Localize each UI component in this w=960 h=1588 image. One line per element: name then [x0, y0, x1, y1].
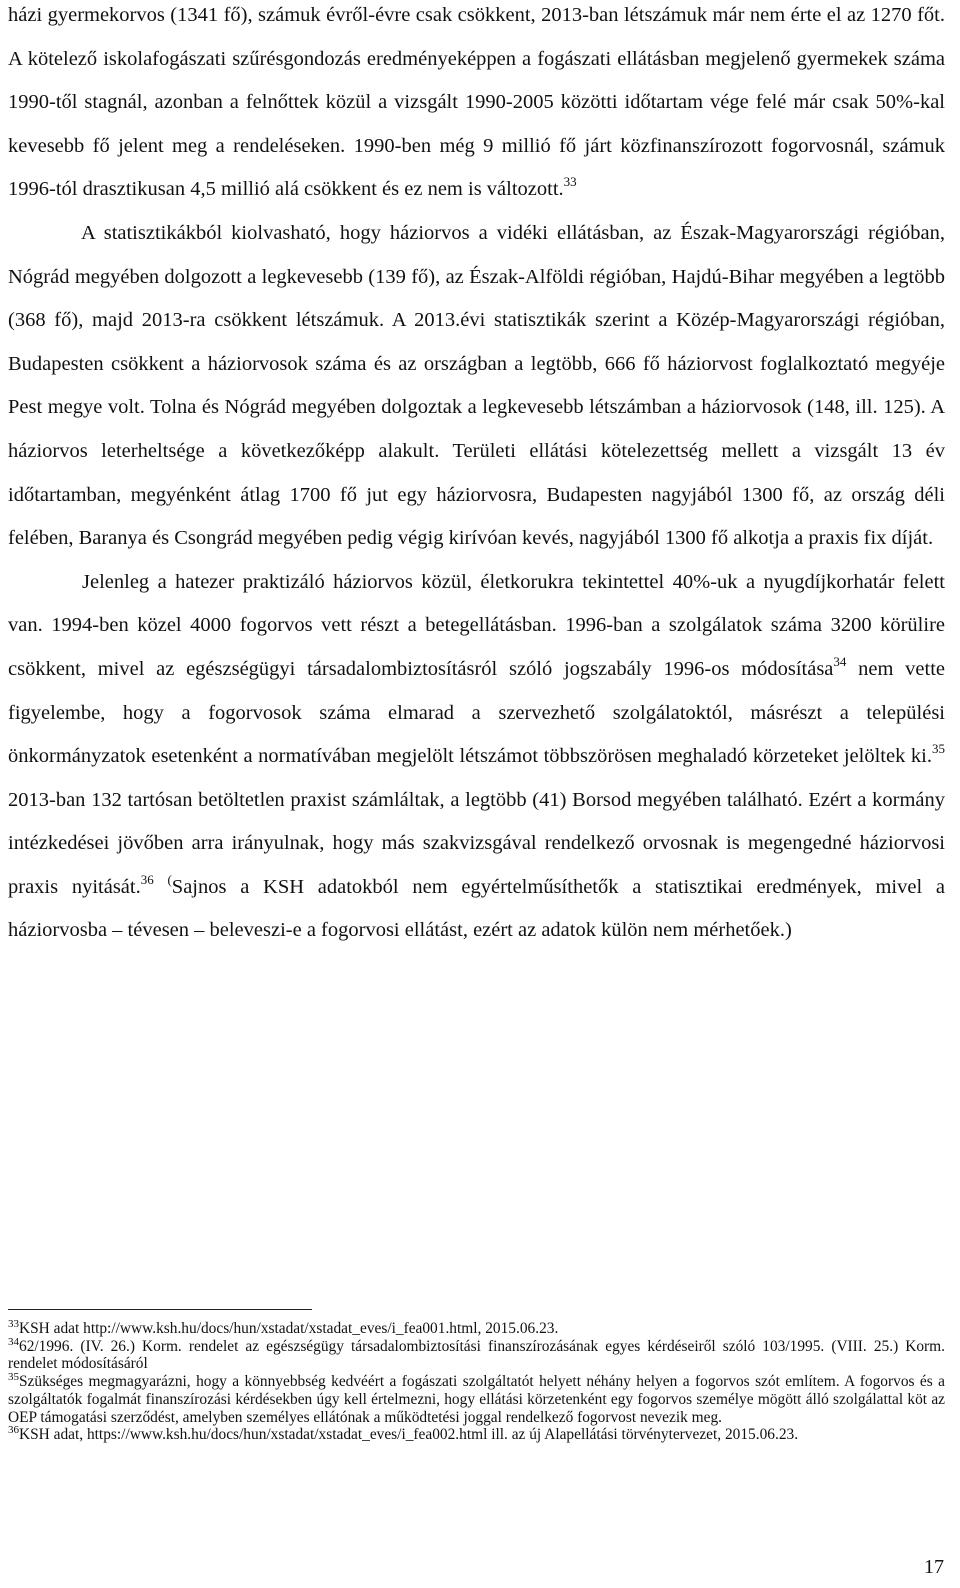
footnote-reference[interactable]: 34: [833, 653, 847, 669]
footnote-separator: [8, 1309, 312, 1310]
footnote-number: 36: [8, 1424, 19, 1437]
footnote-number: 34: [8, 1335, 19, 1348]
footnote: [8, 1320, 945, 1338]
paragraph-text: 2013-ban 132 tartósan betöltetlen praxist számláltak, a legtöbb (41) Borsod megyében található. Ezért a kormány intézkedései jövőben arra irányulnak, hogy más szakvizsgával rendelkező orvosnak is megengedné háziorvosi praxis nyitását.: [8, 788, 945, 898]
footnotes: [8, 1320, 945, 1444]
paragraph-text: házi gyermekorvos (1341 fő), számuk évről-évre csak csökkent, 2013-ban létszámuk már nem érte el az 1270 főt. A kötelező iskolafogászati szűrésgondozás eredményeképpen a fogászati ellátásban megjelenő gyermekek száma 1990-től stagnál, azonban a felnőttek közül a vizsgált 1990-2005 közötti időtartam vége felé már csak 50%-kal kevesebb fő jelent meg a rendeléseken. 1990-ben még 9 millió fő járt közfinanszírozott fogorvosnál, számuk 1996-tól drasztikusan 4,5 millió alá csökkent és ez nem is változott.: [8, 4, 945, 201]
footnote-text: KSH adat http://www.ksh.hu/docs/hun/xstadat/xstadat_eves/i_fea001.html, 2015.06.23.: [19, 1320, 559, 1337]
footnote-text: KSH adat, https://www.ksh.hu/docs/hun/xstadat/xstadat_eves/i_fea002.html ill. az új Alapellátási törvénytervezet, 2015.06.23.: [19, 1426, 799, 1444]
footnote-reference[interactable]: 35: [932, 741, 945, 757]
paragraph-text: Jelenleg a hatezer praktizáló háziorvos közül, életkorukra tekintettel 40%-uk a nyugdíjkorhatár felett van. 1994-ben közel 4000 fogorvos vett részt a betegellátásban. 1996-ban a szolgálatok száma 3200 körülire csökkent, mivel az egészségügyi társadalombiztosításról szóló jogszabály 1996-os módosítása: [8, 570, 945, 680]
footnote-text: 62/1996. (IV. 26.) Korm. rendelet az egészségügy társadalombiztosítási finanszírozásának egyes kérdéseiről szóló 103/1995. (VIII. 25.) Korm. rendelet módosításáról: [8, 1337, 945, 1373]
page-body: [8, 0, 945, 953]
footnote: [8, 1335, 945, 1373]
footnote-text: Szükséges megmagyarázni, hogy a könnyebbség kedvéért a fogászati szolgáltatót helyett néhány helyen a fogorvos szót említem. A fogorvos és a szolgáltatók fogalmát finanszírozási kérdésekben úgy kell értelmezni, hogy ellátási körzetenként egy fogorvos személye mögött álló szolgálattal köt az OEP támogatási szerződést, amelyben személyes ellátónak a működtetési joggal rendelkező fogorvost nevezik meg.: [8, 1373, 945, 1426]
body-paragraph: [8, 0, 945, 212]
footnote: [8, 1373, 945, 1426]
body-paragraph: [8, 561, 945, 953]
footnote-number: 35: [8, 1371, 19, 1384]
parenthesis-mark: (: [167, 871, 172, 887]
paragraph-text: nem vette figyelembe, hogy a fogorvosok száma elmarad a szervezhető szolgálatoktól, másrészt a települési önkormányzatok esetenként a normatívában megjelölt létszámot többszörösen meghaladó körzeteket jelöltek ki.: [8, 657, 945, 768]
paragraph-text: Sajnos a KSH adatokból nem egyértelműsíthetők a statisztikai eredmények, mivel a háziorvosba – tévesen – beleveszi-e a fogorvosi ellátást, ezért az adatok külön nem mérhetőek.): [8, 875, 945, 942]
page-number: 17: [924, 1556, 944, 1578]
footnote-reference[interactable]: 33: [563, 174, 577, 190]
body-paragraph: [8, 212, 945, 561]
footnote-reference[interactable]: 36: [140, 871, 154, 887]
footnote: [8, 1426, 945, 1444]
footnote-number: 33: [8, 1318, 19, 1330]
paragraph-text: A statisztikákból kiolvasható, hogy háziorvos a vidéki ellátásban, az Észak-Magyarországi régióban, Nógrád megyében dolgozott a legkevesebb (139 fő), az Észak-Alföldi régióban, Hajdú-Bihar megyében a legtöbb (368 fő), majd 2013-ra csökkent létszámuk. A 2013.évi statisztikák szerint a Közép-Magyarországi régióban, Budapesten csökkent a háziorvosok száma és az országban a legtöbb, 666 fő háziorvost foglalkoztató megyéje Pest megye volt. Tolna és Nógrád megyében dolgoztak a legkevesebb létszámban a háziorvosok (148, ill. 125). A háziorvos leterheltsége a következőképp alakult. Területi ellátási kötelezettség mellett a vizsgált 13 év időtartamban, megyénként átlag 1700 fő jut egy háziorvosra, Budapesten nagyjából 1300 fő, az ország déli felében, Baranya és Csongrád megyében pedig végig kirívóan kevés, nagyjából 1300 fő alkotja a praxis fix díját.: [8, 221, 945, 550]
